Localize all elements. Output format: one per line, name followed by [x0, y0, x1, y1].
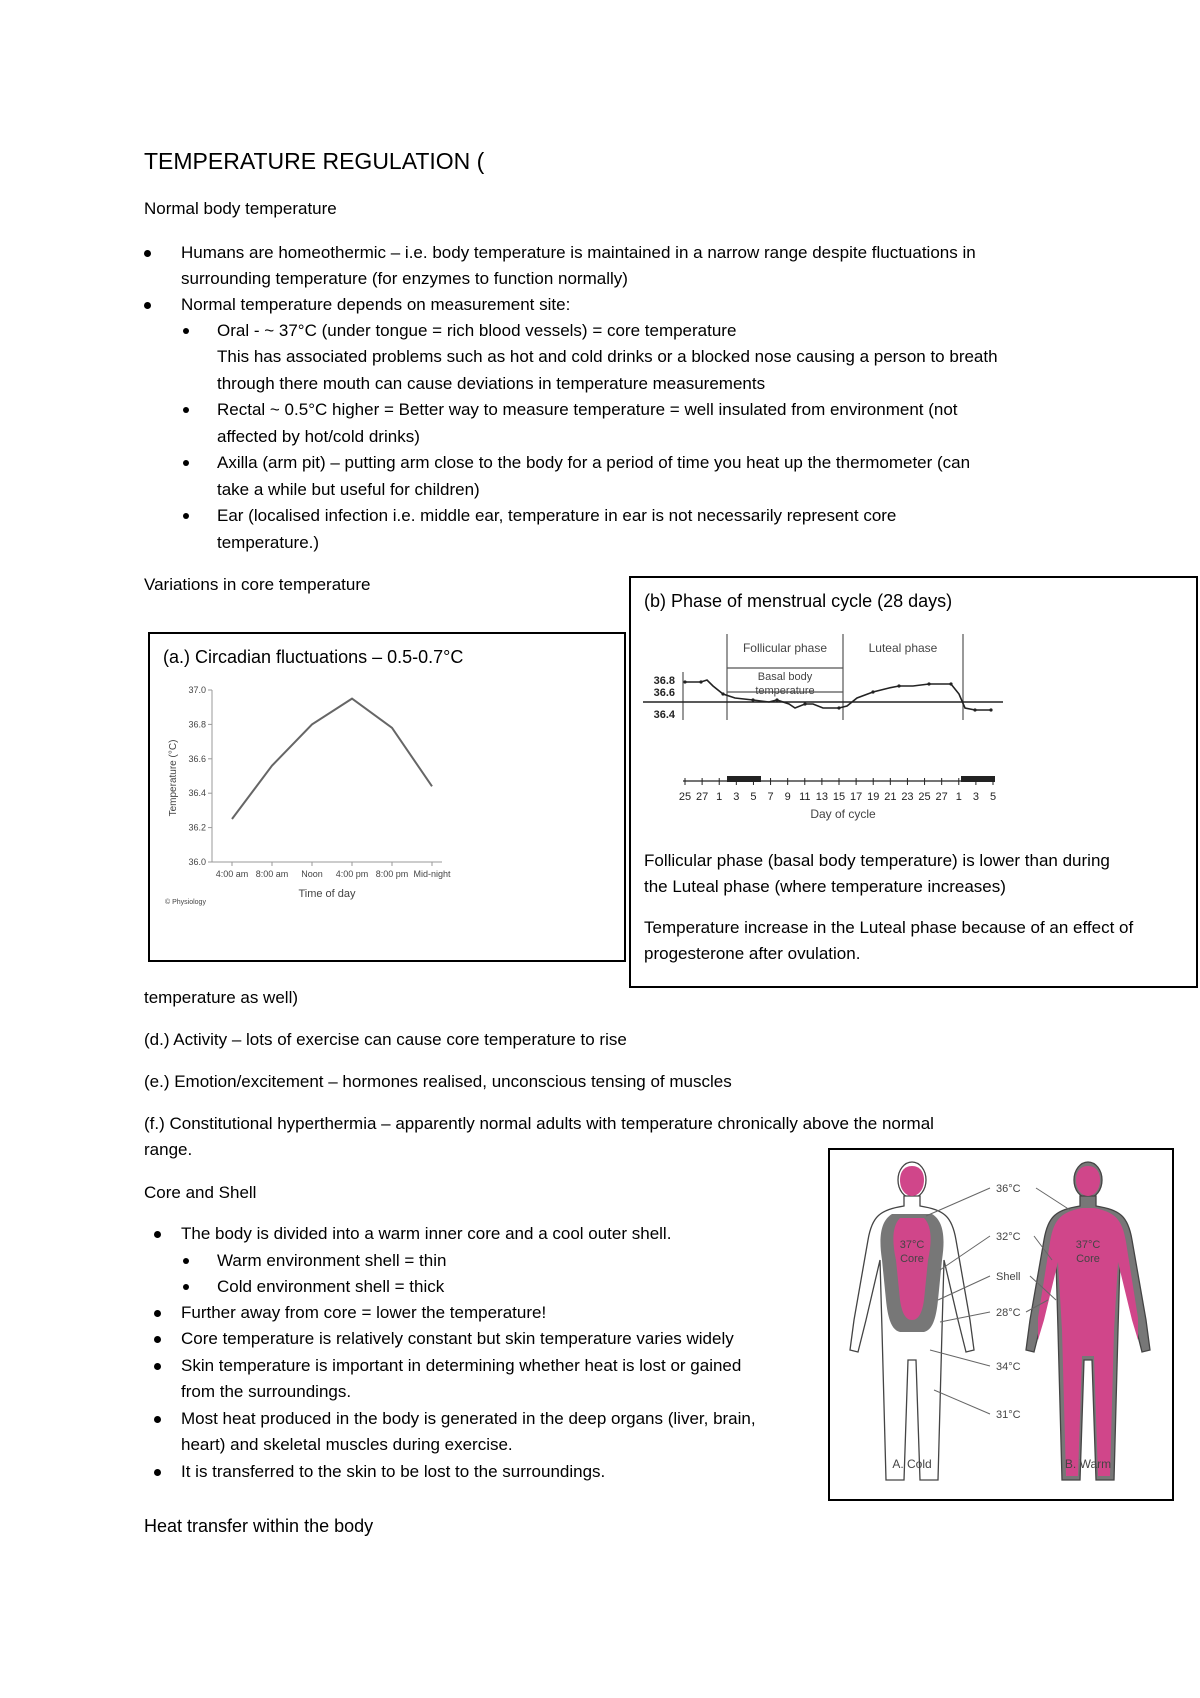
paragraph: (d.) Activity – lots of exercise can cause core temperature to rise: [144, 1030, 627, 1049]
x-tick-label: 8:00 pm: [375, 869, 409, 879]
core-label: Core: [1076, 1253, 1100, 1265]
y-axis-label: Temperature (°C): [168, 739, 179, 817]
paragraph: progesterone after ovulation.: [644, 944, 861, 963]
x-tick-label: 13: [815, 791, 829, 803]
x-tick-label: 5: [989, 791, 997, 803]
basal-label: temperature: [755, 685, 815, 697]
x-tick-label: 5: [750, 791, 757, 803]
bullet: [154, 1469, 161, 1476]
list-item-text: Most heat produced in the body is generated in the deep organs (liver, brain,: [181, 1409, 756, 1428]
figure-label-cold: A. Cold: [892, 1457, 932, 1471]
list-item-text: Skin temperature is important in determining whether heat is lost or gained: [181, 1356, 742, 1375]
list-item-text: heart) and skeletal muscles during exercise.: [181, 1435, 513, 1454]
x-tick-label: 27: [935, 791, 948, 803]
sub-bullet: [183, 513, 189, 519]
temp-label-28: 28°C: [996, 1307, 1021, 1319]
temp-label-34: 34°C: [996, 1361, 1021, 1373]
circadian-chart: [162, 682, 482, 912]
section-heading-variations: Variations in core temperature: [144, 575, 371, 594]
x-axis-label: Day of cycle: [810, 807, 876, 821]
y-tick-label: 36.6: [653, 687, 675, 699]
sub-bullet: [183, 407, 189, 413]
bullet: [144, 302, 151, 309]
x-tick-label: 27: [695, 791, 709, 803]
figure-title: (b) Phase of menstrual cycle (28 days): [644, 591, 953, 611]
list-item-text: Oral - ~ 37°C (under tongue = rich blood vessels) = core temperature: [217, 321, 737, 340]
list-item-text: Cold environment shell = thick: [217, 1277, 445, 1296]
x-tick-label: 25: [678, 791, 692, 803]
temp-label-31: 31°C: [996, 1409, 1021, 1421]
list-item-text: Warm environment shell = thin: [217, 1251, 447, 1270]
menses-bar: [727, 776, 761, 782]
figure-label-warm: B. Warm: [1064, 1457, 1112, 1471]
figure-box-core-shell: [828, 1148, 1174, 1501]
menses-bar: [961, 776, 995, 782]
sub-bullet: [183, 1258, 189, 1264]
paragraph: (e.) Emotion/excitement – hormones realised, unconscious tensing of muscles: [144, 1072, 732, 1091]
head-core-cold: [900, 1166, 924, 1196]
y-tick-label: 36.8: [653, 675, 675, 687]
temp-label-36: 36°C: [996, 1183, 1021, 1195]
list-item-text: take a while but useful for children): [217, 480, 480, 499]
x-tick-label: 1: [716, 791, 723, 803]
core-label: Core: [900, 1253, 924, 1265]
list-item-text: This has associated problems such as hot and cold drinks or a blocked nose causing a person to breath: [217, 347, 998, 366]
paragraph: Follicular phase (basal body temperature) is lower than during: [644, 851, 1110, 870]
x-tick-label: 4:00 am: [215, 869, 249, 879]
series-line: [685, 680, 991, 710]
head-core-warm: [1076, 1166, 1100, 1196]
core-shell-figure: [830, 1150, 1172, 1499]
bullet: [154, 1336, 161, 1343]
page-title: TEMPERATURE REGULATION (: [144, 148, 485, 174]
y-tick-label: 36.6: [188, 753, 206, 764]
x-tick-label: 3: [972, 791, 979, 803]
paragraph: (f.) Constitutional hyperthermia – apparently normal adults with temperature chronically above the normal: [144, 1114, 934, 1133]
x-tick-label: 3: [733, 791, 740, 803]
sub-bullet: [183, 460, 189, 466]
x-tick-label: 25: [918, 791, 931, 803]
bullet: [154, 1363, 161, 1370]
list-item-text: affected by hot/cold drinks): [217, 427, 420, 446]
x-tick-label: 1: [955, 791, 962, 803]
figure-title: (a.) Circadian fluctuations – 0.5-0.7°C: [163, 647, 464, 667]
list-item-text: Humans are homeothermic – i.e. body temperature is maintained in a narrow range despite fluctuations in: [181, 243, 976, 262]
list-item-text: Ear (localised infection i.e. middle ear, temperature in ear is not necessarily represent core: [217, 506, 897, 525]
x-tick-label: 17: [849, 791, 863, 803]
list-item-text: temperature.): [217, 533, 320, 552]
y-tick-label: 36.8: [188, 719, 206, 730]
bullet: [154, 1416, 161, 1423]
basal-label: Basal body: [757, 671, 813, 683]
figure-credit: © Physiology: [165, 899, 206, 906]
paragraph: temperature as well): [144, 988, 299, 1007]
list-item-text: Core temperature is relatively constant but skin temperature varies widely: [181, 1329, 734, 1348]
sub-bullet: [183, 1284, 189, 1290]
figure-box-menstrual: [629, 576, 1198, 988]
sub-bullet: [183, 328, 189, 334]
x-tick-label: Mid-night: [413, 869, 451, 879]
paragraph: the Luteal phase (where temperature increases): [644, 877, 1006, 896]
y-tick-label: 36.0: [188, 857, 206, 867]
core-label: 37°C: [899, 1239, 925, 1251]
x-tick-label: 23: [901, 791, 914, 803]
x-tick-label: 8:00 am: [255, 869, 289, 879]
list-item-text: The body is divided into a warm inner core and a cool outer shell.: [181, 1224, 672, 1243]
paragraph: Temperature increase in the Luteal phase because of an effect of: [644, 918, 1134, 937]
list-item-text: Axilla (arm pit) – putting arm close to the body for a period of time you heat up the thermometer (can: [217, 453, 971, 472]
x-tick-label: 4:00 pm: [335, 869, 369, 879]
list-item-text: It is transferred to the skin to be lost to the surroundings.: [181, 1462, 606, 1481]
menstrual-chart: [643, 628, 1013, 828]
shell-label: Shell: [996, 1271, 1021, 1283]
temp-label-32: 32°C: [996, 1231, 1021, 1243]
x-tick-label: 9: [784, 791, 791, 803]
paragraph: range.: [144, 1140, 193, 1159]
figure-box-circadian: [148, 632, 626, 962]
bullet: [154, 1231, 161, 1238]
series-line: [232, 699, 432, 819]
list-item-text: Rectal ~ 0.5°C higher = Better way to measure temperature = well insulated from environment (not: [217, 400, 958, 419]
x-axis-label: Time of day: [298, 888, 356, 900]
y-tick-label: 36.4: [188, 788, 206, 799]
section-heading-core-shell: Core and Shell: [144, 1183, 257, 1202]
bullet: [144, 250, 151, 257]
y-tick-label: 36.2: [188, 822, 206, 833]
phase-label-follicular: Follicular phase: [742, 641, 828, 655]
x-tick-label: Noon: [301, 869, 323, 879]
list-item-text: surrounding temperature (for enzymes to function normally): [181, 269, 628, 288]
list-item-text: Further away from core = lower the temperature!: [181, 1303, 547, 1322]
y-tick-label: 37.0: [188, 685, 206, 695]
x-tick-label: 7: [767, 791, 774, 803]
x-tick-label: 19: [867, 791, 880, 803]
list-item-text: from the surroundings.: [181, 1382, 352, 1401]
y-tick-label: 36.4: [653, 709, 675, 721]
x-tick-label: 15: [832, 791, 846, 803]
x-tick-label: 11: [799, 791, 811, 803]
core-label: 37°C: [1075, 1239, 1101, 1251]
list-item-text: through there mouth can cause deviations in temperature measurements: [217, 374, 766, 393]
phase-label-luteal: Luteal phase: [868, 641, 938, 655]
section-heading-heat-transfer: Heat transfer within the body: [144, 1516, 374, 1536]
section-heading-normal: Normal body temperature: [144, 199, 337, 218]
list-item-text: Normal temperature depends on measurement site:: [181, 295, 571, 314]
x-tick-label: 21: [884, 791, 897, 803]
bullet: [154, 1310, 161, 1317]
